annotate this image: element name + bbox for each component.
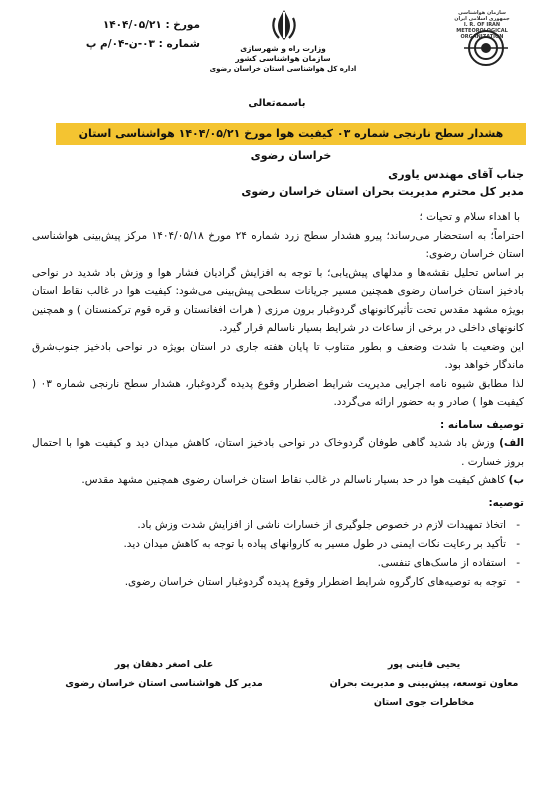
ministry-block: [208, 44, 358, 74]
warning-banner: هشدار سطح نارنجی شماره ۰۳ کیفیت هوا مورخ ۱۴۰۴/۰۵/۲۱ هواشناسی استان خراسان رضوی: [56, 123, 526, 145]
paragraph: لذا مطابق شیوه نامه اجرایی مدیریت شرایط اضطرار وقوع پدیده گردوغبار، هشدار سطح نارنجی شماره ۰۳ ( کیفیت هوا ) صادر و به حضور ارائه می‌گردد.: [32, 377, 525, 408]
recipient-name: جناب آقای مهندس یاوری: [388, 168, 524, 181]
signature-deputy: [324, 655, 524, 712]
item-lead: ب): [508, 474, 524, 486]
met-org-line: METEOROLOGICAL: [456, 28, 508, 34]
recommendation-list: [32, 516, 524, 592]
signer-title: معاون توسعه، پیش‌بینی و مدیریت بحران: [329, 678, 519, 689]
recommendation-item: - استفاده از ماسک‌های تنفسی.: [32, 554, 524, 573]
iran-emblem-icon: [270, 8, 298, 42]
met-org-line: ORGANIZATION: [460, 34, 504, 40]
ministry-name: وزارت راه و شهرسازی: [240, 44, 326, 53]
letter-body: [32, 166, 524, 592]
item-lead: الف): [499, 437, 525, 449]
recommendation-item: - توجه به توصیه‌های کارگروه شرایط اضطرار وقوع پدیده گردوغبار استان خراسان رضوی.: [32, 573, 524, 592]
number-value: ۰۳-ن-۰۴/م پ: [85, 38, 155, 50]
signature-director: [64, 655, 264, 693]
met-org-logo-icon: [456, 22, 516, 68]
system-item: [32, 434, 524, 471]
met-org-line: سازمان هواشناسی: [458, 10, 506, 16]
organization-name: سازمان هواشناسی کشور: [235, 54, 331, 63]
signer-title: مخاطرات جوی استان: [373, 697, 475, 708]
signer-title: مدیر کل هواشناسی استان خراسان رضوی: [65, 678, 263, 689]
system-title: توصیف سامانه :: [440, 418, 524, 431]
paragraph: احتراماً؛ به استحضار می‌رساند؛ پیرو هشدار سطح زرد شماره ۲۴ مورخ ۱۴۰۴/۰۵/۱۸ مرکز پیش‌بینی هواشناسی استان خراسان رضوی:: [32, 229, 524, 260]
paragraph: این وضعیت با شدت وضعف و بطور متناوب تا پایان هفته جاری در استان بویژه در نواحی بادخیز جنوب‌شرق ماندگار خواهد بود.: [32, 340, 524, 371]
greeting: با اهداء سلام و تحیات ؛: [419, 211, 520, 223]
recipient-title: مدیر کل محترم مدیریت بحران استان خراسان رضوی: [241, 185, 524, 198]
recommendation-item: - تأکید بر رعایت نکات ایمنی در طول مسیر به کاروانهای پیاده با توجه به کاهش میدان دید.: [32, 535, 524, 554]
system-item: [32, 471, 524, 490]
signer-name: علی اصغر دهقان پور: [114, 659, 214, 670]
item-text: کاهش کیفیت هوا در حد بسیار ناسالم در غالب نقاط استان خراسان رضوی همچنین مشهد مقدس.: [81, 474, 506, 486]
paragraph: بر اساس تحلیل نقشه‌ها و مدلهای پیش‌یابی؛ با توجه به افزایش گرادیان فشار هوا و وزش باد شدید در نواحی بادخیز استان خراسان رضوی همچنین مسیر جریانات سطحی پیش‌بینی می‌شود: کیفیت هوا در غالب نقاط استان بویژه مشهد مقدس تحت تأثیرکانونهای گردوغبار برون مرزی ( هرات افغانستان و قره قوم ترکمنستان ) و همچنین کانونهای داخلی در برخی از ساعات در شرایط بسیار ناسالم قرار گیرد.: [32, 266, 524, 334]
date-label: مورخ :: [165, 19, 200, 31]
letter-meta: [50, 16, 200, 54]
item-text: وزش باد شدید گاهی طوفان گردوخاک در نواحی بادخیز استان، کاهش میدان دید و کیفیت هوا با احتمال بروز خسارت .: [32, 437, 524, 468]
met-org-line: جمهوری اسلامی ایران: [454, 16, 510, 22]
number-label: شماره :: [158, 38, 200, 50]
met-org-line: I. R. OF IRAN: [463, 22, 501, 28]
bismillah: باسمه‌تعالی: [248, 98, 306, 109]
recommend-title: توصیه:: [488, 496, 524, 509]
date-value: ۱۴۰۴/۰۵/۲۱: [102, 19, 162, 31]
recommendation-item: - اتخاذ تمهیدات لازم در خصوص جلوگیری از خسارات ناشی از افزایش شدت وزش باد.: [32, 516, 524, 535]
signer-name: یحیی قاینی پور: [387, 659, 461, 670]
department-name: اداره کل هواشناسی استان خراسان رضوی: [209, 65, 357, 73]
